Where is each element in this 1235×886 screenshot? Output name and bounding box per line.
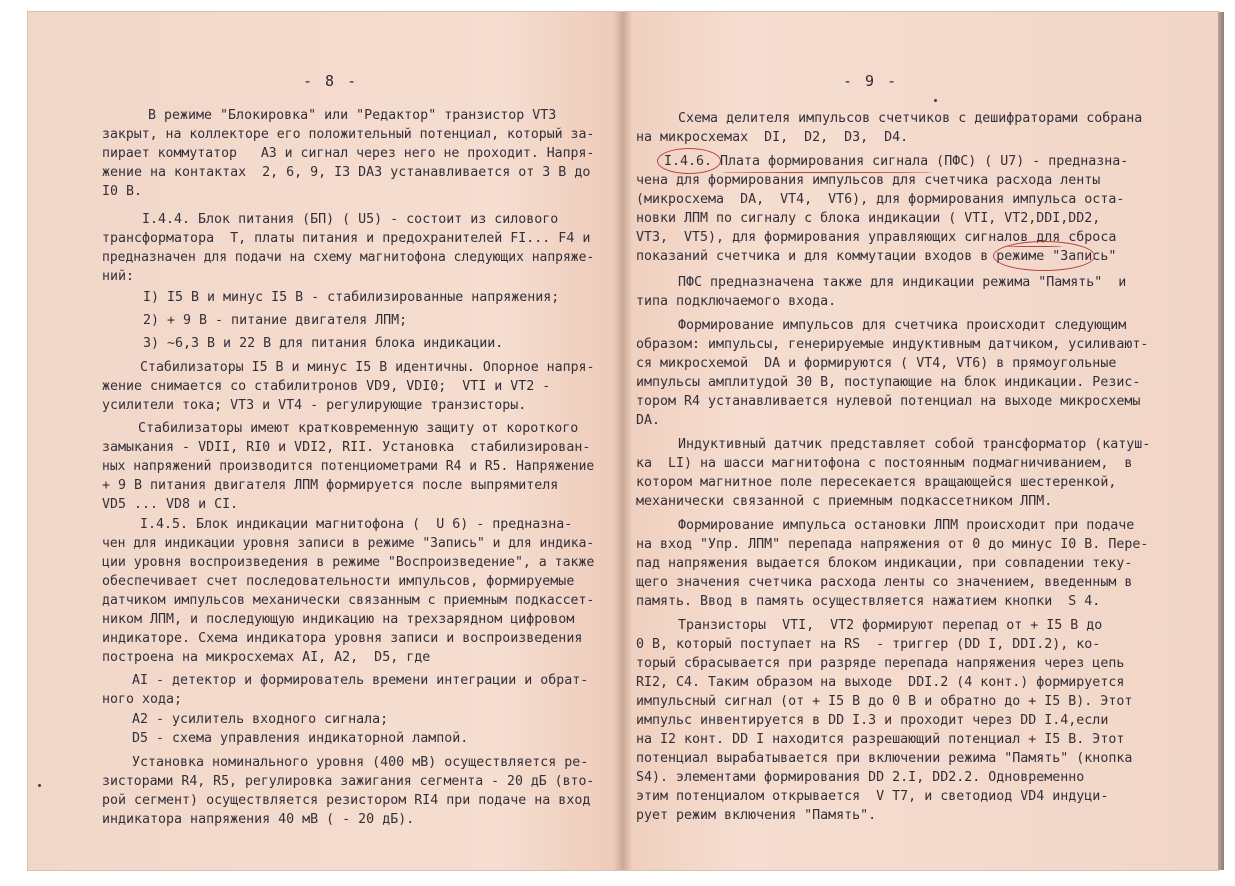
list-item: D5 - схема управления индикаторной лампой. (132, 731, 469, 746)
section-heading: I.4.4. Блок питания (БП) ( U5) - состоит из силового (142, 212, 559, 227)
text-line: S4). элементами формирования DD 2.I, DD2.2. Одновременно (636, 770, 1085, 785)
text-line: образом: импульсы, генерируемые индуктивным датчиком, усиливают- (636, 337, 1149, 352)
paper-speck (934, 99, 937, 102)
text-line: 0 В, который поступает на RS - триггер (DD I, DDI.2), ко- (636, 637, 1101, 652)
section-heading: I.4.6. Плата формирования сигнала (ПФС) ( U7) - предназна- (664, 154, 1129, 169)
text-line: типа подключаемого входа. (636, 294, 837, 309)
text-line: закрыт, на коллекторе его положительный потенциал, который за- (102, 127, 595, 142)
text-line: датчиком импульсов механически связанным с приемным подкассет- (102, 593, 595, 608)
text-line: Установка номинального уровня (400 мВ) осуществляется ре- (132, 755, 589, 770)
text-line: ником ЛПМ, и последующую индикацию на трехзарядном цифровом (102, 612, 575, 627)
text-line: импульс инвентируется в DD I.3 и проходит через DD I.4,если (636, 713, 1109, 728)
text-line: щего значения счетчика расхода ленты со значением, введенным в (636, 575, 1133, 590)
text-line: обеспечивает счет последовательности импульсов, формируемые (102, 574, 575, 589)
section-heading: I.4.5. Блок индикации магнитофона ( U 6) - предназна- (140, 517, 573, 532)
text-line: В режиме "Блокировка" или "Редактор" транзистор VT3 (148, 108, 557, 123)
text-line: Формирование импульсов для счетчика происходит следующим (678, 318, 1127, 333)
text-line: (микросхема DA, VT4, VT6), для формирования импульса оста- (636, 192, 1125, 207)
text-line: предназначен для подачи на схему магнитофона следующих напряже- (102, 250, 595, 265)
text-line: механически связанной с приемным подкассетником ЛПМ. (636, 494, 1053, 509)
text-line: котором магнитное поле пересекается вращающейся шестеренкой, (636, 475, 1117, 490)
page-number: - 9 - (843, 72, 899, 90)
list-item: I) I5 В и минус I5 В - стабилизированные напряжения; (143, 290, 560, 305)
text-line: торый сбрасывается при разряде перепада напряжения через цепь (636, 656, 1125, 671)
section-number-circle (657, 148, 721, 174)
text-line: показаний счетчика и для коммутации входов в режиме "Запись" (636, 249, 1117, 264)
text-line: пирает коммутатор А3 и сигнал через него не проходит. Напря- (102, 146, 595, 161)
text-line: пад напряжения выдается блоком индикации, при совпадении теку- (636, 556, 1133, 571)
text-line: ции уровня воспроизведения в режиме "Воспроизведение", а также (102, 555, 595, 570)
book-spread (28, 12, 1218, 870)
text-line: индикатора напряжения 40 мВ ( - 20 дБ). (102, 812, 415, 827)
text-line: ных напряжений производится потенциометрами R4 и R5. Напряжение (102, 459, 595, 474)
text-line: усилители тока; VT3 и VT4 - регулирующие транзисторы. (102, 398, 527, 413)
text-line: Формирование импульса остановки ЛПМ происходит при подаче (678, 518, 1135, 533)
paper-speck (38, 784, 41, 787)
text-line: DA. (636, 413, 661, 428)
text-line: на вход "Упр. ЛПМ" перепада напряжения от 0 до минус I0 В. Перe- (636, 537, 1149, 552)
text-line: трансформатора Т, платы питания и предохранителей FI... F4 и (102, 231, 591, 246)
text-line: Схема делителя импульсов счетчиков с дешифраторами собрана (678, 111, 1143, 126)
text-line: чен для индикации уровня записи в режиме "Запись" и для индика- (102, 536, 595, 551)
text-line: ПФС предназначена также для индикации режима "Память" и (678, 275, 1127, 290)
text-line: импульсы амплитудой 30 В, поступающие на блок индикации. Резис- (636, 375, 1141, 390)
text-line: VD5 ... VD8 и CI. (102, 497, 239, 512)
text-line: жение на контактах 2, 6, 9, I3 DA3 устанавливается от 3 В до (102, 165, 591, 180)
text-line: ся микросхемой DA и формируются ( VT4, VT6) в прямоугольные (636, 356, 1117, 371)
text-line: новки ЛПМ по сигналу с блока индикации ( VTI, VT2,DDI,DD2, (636, 211, 1101, 226)
text-line: индикаторе. Схема индикатора уровня записи и воспроизведения (102, 631, 583, 646)
text-line: Транзисторы VTI, VT2 формируют перепад от + I5 В до (678, 618, 1103, 633)
text-line: рует режим включения "Память". (636, 808, 877, 823)
text-line: замыкания - VDII, RI0 и VDI2, RII. Установка стабилизирован- (102, 440, 591, 455)
list-item: 2) + 9 В - питание двигателя ЛПМ; (143, 313, 408, 328)
text-line: ний: (102, 269, 135, 284)
list-item: А2 - усилитель входного сигнала; (132, 712, 389, 727)
text-line: импульсный сигнал (от + I5 В до 0 В и обратно до + I5 В). Этот (636, 694, 1133, 709)
list-item: АI - детектор и формирователь времени интеграции и обрат- (132, 673, 589, 688)
page-number: - 8 - (303, 72, 359, 90)
text-line: ка LI) на шасси магнитофона с постоянным подмагничиванием, в (636, 456, 1133, 471)
text-line: тором R4 устанавливается нулевой потенциал на выходе микросхемы (636, 394, 1141, 409)
text-line: на микросхемах DI, D2, D3, D4. (636, 130, 909, 145)
text-line: RI2, С4. Таким образом на выходе DDI.2 (4 конт.) формируется (636, 675, 1125, 690)
text-line: потенциал вырабатывается при включении режима "Память" (кнопка (636, 751, 1133, 766)
text-line: на I2 конт. DD I находится разрешающий потенциал + I5 В. Этот (636, 732, 1125, 747)
text-line: рой сегмент) осуществляется резистором RI4 при подаче на вход (102, 793, 591, 808)
text-line: Стабилизаторы имеют кратковременную защиту от короткого (138, 421, 579, 436)
list-item: ного хода; (102, 692, 183, 707)
text-line: чена для формирования импульсов для счетчика расхода ленты (636, 173, 1101, 188)
text-line: зисторами R4, R5, регулировка зажигания сегмента - 20 дБ (вто- (102, 774, 595, 789)
text-line: жение снимается со стабилитронов VD9, VDI0; VTI и VT2 - (102, 379, 551, 394)
text-line: построена на микросхемах АI, А2, D5, где (102, 650, 431, 665)
right-page (618, 12, 1218, 870)
text-line: этим потенциалом открывается V T7, и светодиод VD4 индуци- (636, 789, 1109, 804)
left-page (28, 12, 606, 870)
text-line: Стабилизаторы I5 В и минус I5 В идентичны. Опорное напря- (140, 360, 595, 375)
mode-label-circle (993, 241, 1095, 271)
text-line: VT3, VT5), для формирования управляющих сигналов для сброса (636, 230, 1117, 245)
text-line: Индуктивный датчик представляет собой трансформатор (катуш- (678, 437, 1151, 452)
text-line: память. Ввод в память осуществляется нажатием кнопки S 4. (636, 594, 1101, 609)
text-line: + 9 В питания двигателя ЛПМ формируется после выпрямителя (102, 478, 559, 493)
text-line: I0 В. (102, 184, 143, 199)
list-item: 3) ~6,3 В и 22 В для питания блока индикации. (143, 336, 504, 351)
